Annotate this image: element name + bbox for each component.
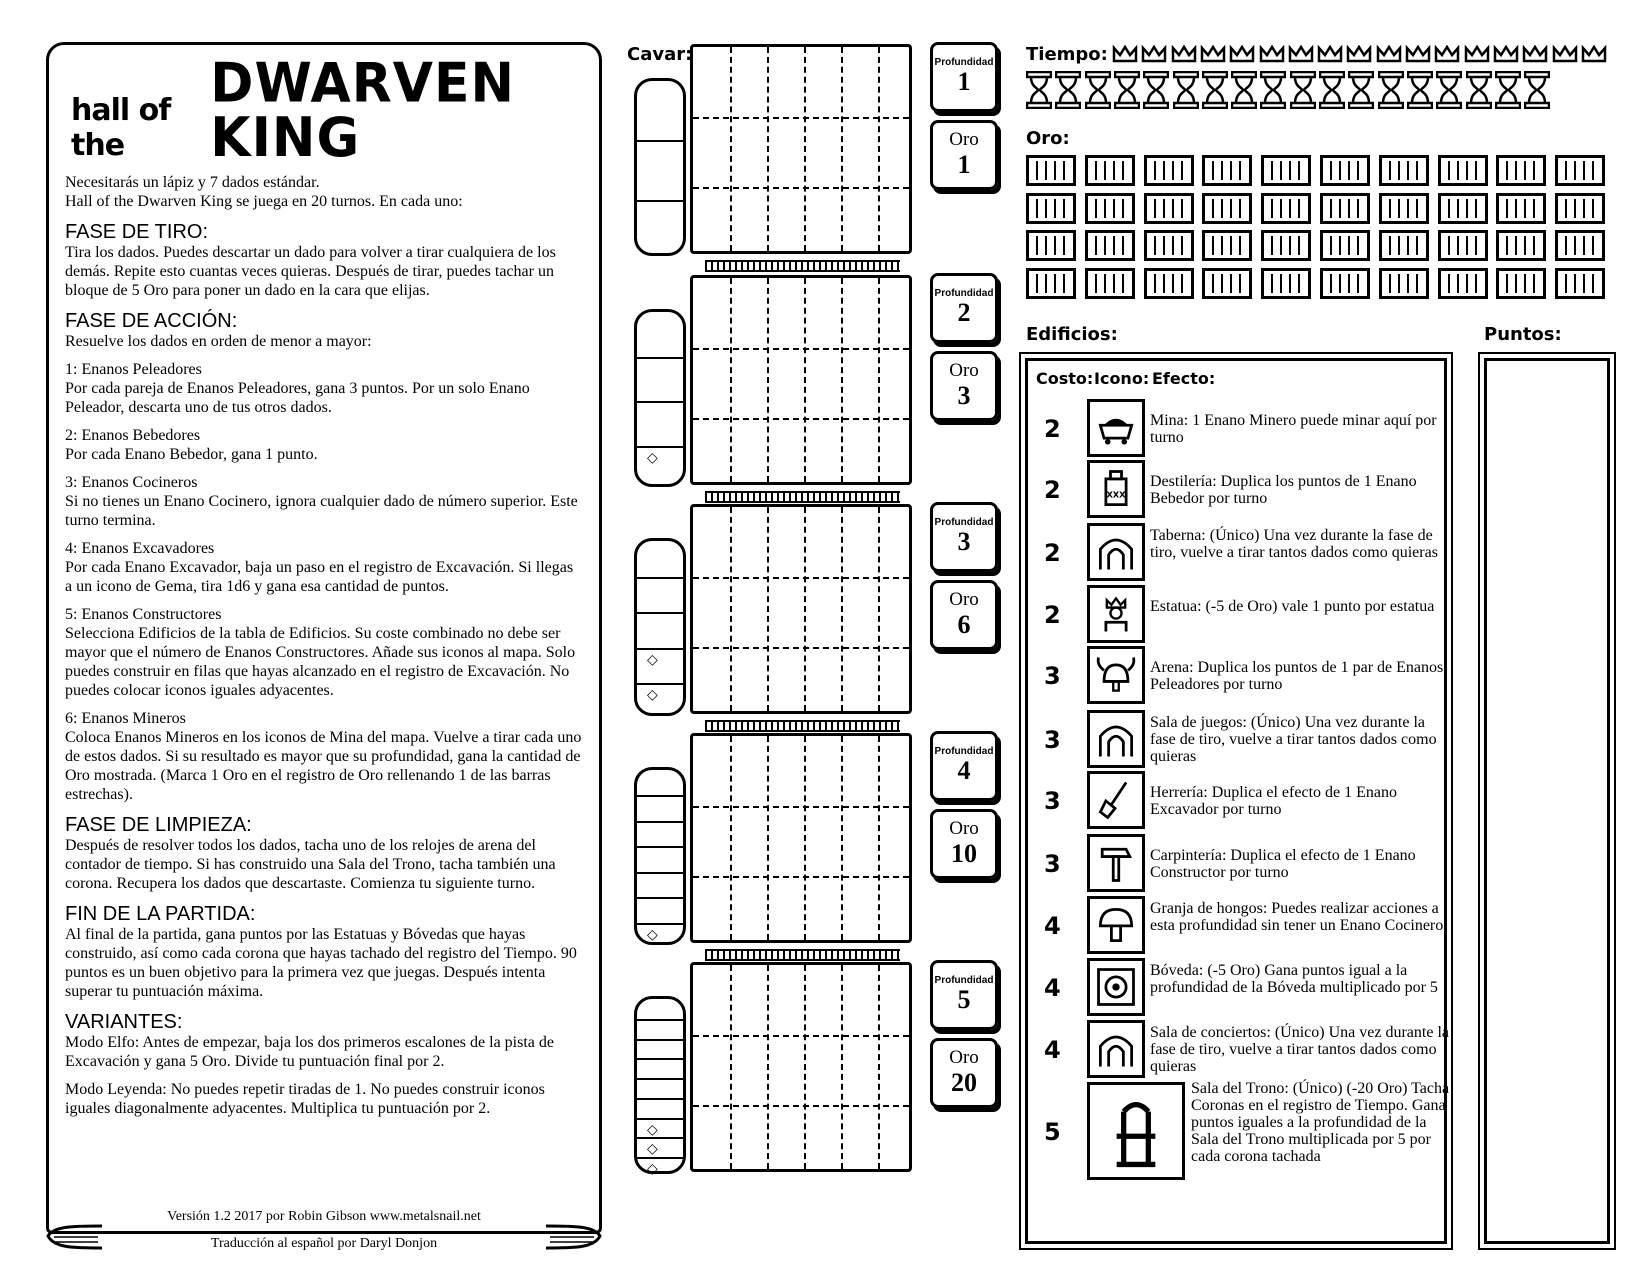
dig-col-line xyxy=(878,507,880,711)
building-row[interactable] xyxy=(1028,460,1444,520)
dig-step xyxy=(637,821,683,823)
gold-box-3 xyxy=(930,580,998,650)
gold-block[interactable] xyxy=(1320,155,1370,186)
depth-label: Profundidad xyxy=(934,517,994,528)
building-cost: 2 xyxy=(1044,601,1061,629)
building-row[interactable] xyxy=(1028,523,1444,583)
cleanup-heading: FASE DE LIMPIEZA: xyxy=(65,814,252,836)
points-label: Puntos: xyxy=(1484,324,1562,345)
building-effect: Sala del Trono: (Único) (-20 Oro) Tacha Coronas en el registro de Tiempo. Gana puntos iguales a la profundidad de la Sala del Trono multiplicada por 5 por cada corona tachada xyxy=(1191,1080,1450,1165)
col-cost: Costo: xyxy=(1036,369,1094,388)
dig-step xyxy=(637,200,683,202)
cleanup-text: Después de resolver todos los dados, tacha uno de los relojes de arena del contador de tiempo. Si has construido una Sala del Trono, tacha también una corona. Recupera los dados que descartaste. Comienza tu siguiente turno. xyxy=(65,837,556,892)
buildings-label: Edificios: xyxy=(1026,324,1118,345)
hourglass-icon[interactable] xyxy=(1348,71,1374,109)
gold-value-label: Oro xyxy=(949,589,979,610)
crown-icon[interactable] xyxy=(1112,44,1138,64)
building-row[interactable] xyxy=(1028,1080,1450,1182)
rock-band xyxy=(705,260,900,272)
hourglass-icon[interactable] xyxy=(1231,71,1257,109)
gem-icon: ◇ xyxy=(647,1162,658,1178)
dig-step xyxy=(637,1058,683,1060)
dig-step xyxy=(637,795,683,797)
dig-row-line xyxy=(693,577,909,579)
svg-text:XXX: XXX xyxy=(1106,489,1126,500)
gold-block[interactable] xyxy=(1261,230,1311,261)
depth-box-3 xyxy=(930,502,998,572)
building-icon-box xyxy=(1087,958,1145,1016)
gold-block[interactable] xyxy=(1085,193,1135,224)
gold-block[interactable] xyxy=(1320,193,1370,224)
gold-block[interactable] xyxy=(1320,268,1370,299)
gold-value-label: Oro xyxy=(949,360,979,381)
building-row[interactable] xyxy=(1028,1020,1449,1080)
building-effect: Estatua: (-5 de Oro) vale 1 punto por estatua xyxy=(1150,598,1435,615)
dig-level-5[interactable] xyxy=(690,962,912,1172)
gold-block[interactable] xyxy=(1261,155,1311,186)
hourglass-icon[interactable] xyxy=(1173,71,1199,109)
dig-row-line xyxy=(693,647,909,649)
gem-icon: ◇ xyxy=(647,1122,658,1138)
building-cost: 4 xyxy=(1044,912,1061,940)
building-row[interactable] xyxy=(1028,399,1444,459)
dig-col-line xyxy=(730,965,732,1169)
hourglass-icon[interactable] xyxy=(1085,71,1111,109)
dig-col-line xyxy=(804,965,806,1169)
gold-block[interactable] xyxy=(1085,155,1135,186)
building-effect: Granja de hongos: Puedes realizar acciones a esta profundidad sin tener un Enano Cocinero xyxy=(1150,900,1444,934)
gold-block[interactable] xyxy=(1144,268,1194,299)
building-row[interactable] xyxy=(1028,710,1444,770)
gold-block[interactable] xyxy=(1438,193,1488,224)
building-icon-box xyxy=(1087,1020,1145,1078)
dig-col-line xyxy=(730,47,732,251)
building-row[interactable] xyxy=(1028,585,1444,645)
dig-row-line xyxy=(693,876,909,878)
gold-block[interactable] xyxy=(1555,155,1605,186)
gold-value-label: Oro xyxy=(949,818,979,839)
depth-box-5 xyxy=(930,960,998,1030)
dig-row-line xyxy=(693,348,909,350)
building-cost: 2 xyxy=(1044,476,1061,504)
building-effect: Bóveda: (-5 Oro) Gana puntos igual a la profundidad de la Bóveda multiplicado por 5 xyxy=(1150,962,1438,996)
gold-block[interactable] xyxy=(1026,230,1076,261)
gold-block[interactable] xyxy=(1438,230,1488,261)
building-cost: 4 xyxy=(1044,974,1061,1002)
hourglass-icon[interactable] xyxy=(1260,71,1286,109)
gold-block[interactable] xyxy=(1379,268,1429,299)
dig-label: Cavar: xyxy=(627,44,693,65)
arch-icon xyxy=(1093,1026,1139,1072)
dig-rail-1 xyxy=(634,78,686,256)
depth-value: 4 xyxy=(957,756,971,785)
gold-box-5 xyxy=(930,1038,998,1108)
game-title xyxy=(71,52,583,170)
translator-credit: Traducción al español por Daryl Donjon xyxy=(210,1236,438,1251)
dig-step xyxy=(637,1039,683,1041)
hourglass-icon[interactable] xyxy=(1114,71,1140,109)
throne-icon xyxy=(1092,1087,1180,1175)
gold-value: 6 xyxy=(957,610,971,639)
dig-step xyxy=(637,648,683,650)
dig-step xyxy=(637,612,683,614)
dig-row-line xyxy=(693,806,909,808)
dig-step xyxy=(637,897,683,899)
hourglass-icon[interactable] xyxy=(1436,71,1462,109)
hourglass-icon[interactable] xyxy=(1495,71,1521,109)
gem-icon: ◇ xyxy=(647,450,658,466)
gold-block[interactable] xyxy=(1379,230,1429,261)
building-effect: Destilería: Duplica los puntos de 1 Enano Bebedor por turno xyxy=(1150,473,1417,507)
title-big: DWARVEN KING xyxy=(210,52,516,170)
crown-icon[interactable] xyxy=(1288,44,1314,64)
die-1-title: 1: Enanos Peleadores xyxy=(65,361,202,378)
building-cost: 2 xyxy=(1044,415,1061,443)
dig-col-line xyxy=(804,278,806,482)
dig-step xyxy=(637,1157,683,1159)
gem-icon: ◇ xyxy=(647,652,658,668)
die-5-text: Selecciona Edificios de la tabla de Edificios. Su coste combinado no debe ser mayor que el número de Enanos Constructores. Añade sus iconos al mapa. Solo puedes construir en filas que hayas alcanzado en el registro de Excavación. No puedes colocar iconos iguales adyacentes. xyxy=(65,625,576,699)
rules-panel xyxy=(46,42,602,1234)
dig-col-line xyxy=(804,47,806,251)
gold-box-2 xyxy=(930,351,998,421)
col-icon: Icono: xyxy=(1094,369,1150,388)
die-2-title: 2: Enanos Bebedores xyxy=(65,427,201,444)
dig-level-3[interactable] xyxy=(690,504,912,714)
building-row[interactable] xyxy=(1028,896,1444,956)
dig-col-line xyxy=(878,965,880,1169)
dig-row-line xyxy=(693,117,909,119)
gold-block[interactable] xyxy=(1026,155,1076,186)
gold-block[interactable] xyxy=(1320,230,1370,261)
rock-band xyxy=(705,949,900,961)
dig-step xyxy=(637,1078,683,1080)
building-effect: Carpintería: Duplica el efecto de 1 Enano Constructor por turno xyxy=(1150,847,1416,881)
statue-icon xyxy=(1093,591,1139,637)
dig-col-line xyxy=(767,278,769,482)
gold-block[interactable] xyxy=(1202,230,1252,261)
crown-icon[interactable] xyxy=(1141,44,1167,64)
depth-box-4 xyxy=(930,731,998,801)
dig-col-line xyxy=(730,507,732,711)
gold-value: 10 xyxy=(951,839,977,868)
hourglass-icon[interactable] xyxy=(1143,71,1169,109)
building-icon-box xyxy=(1087,1082,1185,1180)
mine-cart-icon xyxy=(1093,405,1139,451)
building-cost: 3 xyxy=(1044,787,1061,815)
building-icon-box xyxy=(1087,896,1145,954)
crown-icon[interactable] xyxy=(1464,44,1490,64)
building-effect: Sala de conciertos: (Único) Una vez durante la fase de tiro, vuelve a tirar tantos dados como quieras xyxy=(1150,1024,1449,1075)
end-text: Al final de la partida, gana puntos por las Estatuas y Bóvedas que hayas construido, así como cada corona que hayas tachado del registro del Tiempo. 90 puntos es un buen objetivo para la primera vez que juegas. Después intenta superar tu puntuación máxima. xyxy=(65,926,577,1000)
dig-col-line xyxy=(878,278,880,482)
crown-icon[interactable] xyxy=(1405,44,1431,64)
dig-col-line xyxy=(767,965,769,1169)
dig-row-line xyxy=(693,187,909,189)
gold-block[interactable] xyxy=(1085,230,1135,261)
dig-step xyxy=(637,577,683,579)
die-6-text: Coloca Enanos Mineros en los iconos de Mina del mapa. Vuelve a tirar cada uno de estos dados. Si su resultado es mayor que su profundidad, gana la cantidad de Oro mostrada. (Marca 1 Oro en el registro de Oro rellenando 1 de las barras estrechas). xyxy=(65,729,582,803)
gold-block[interactable] xyxy=(1202,193,1252,224)
dig-col-line xyxy=(878,47,880,251)
gold-label: Oro: xyxy=(1026,128,1070,149)
building-icon-box xyxy=(1087,399,1145,457)
helmet-icon xyxy=(1093,652,1139,698)
rock-band xyxy=(705,720,900,732)
gold-value: 3 xyxy=(957,381,971,410)
mushroom-icon xyxy=(1093,902,1139,948)
gold-block[interactable] xyxy=(1144,230,1194,261)
building-effect: Sala de juegos: (Único) Una vez durante la fase de tiro, vuelve a tirar tantos dados como quieras xyxy=(1150,714,1437,765)
dig-col-line xyxy=(730,736,732,940)
dig-rail-2 xyxy=(634,309,686,487)
intro-line: Hall of the Dwarven King se juega en 20 turnos. En cada uno: xyxy=(65,193,463,210)
gold-block[interactable] xyxy=(1496,230,1546,261)
gold-block[interactable] xyxy=(1438,155,1488,186)
die-5-title: 5: Enanos Constructores xyxy=(65,606,222,623)
die-6-title: 6: Enanos Mineros xyxy=(65,710,186,727)
gem-icon: ◇ xyxy=(647,1142,658,1158)
depth-label: Profundidad xyxy=(934,746,994,757)
dig-rail-3 xyxy=(634,538,686,716)
gold-box-1 xyxy=(930,120,998,190)
building-cost: 3 xyxy=(1044,726,1061,754)
gold-block[interactable] xyxy=(1438,268,1488,299)
hourglass-icon[interactable] xyxy=(1055,71,1081,109)
gold-block[interactable] xyxy=(1379,193,1429,224)
crown-icon[interactable] xyxy=(1376,44,1402,64)
crown-icon[interactable] xyxy=(1581,44,1607,64)
dig-step xyxy=(637,872,683,874)
dig-step xyxy=(637,1118,683,1120)
crown-icon[interactable] xyxy=(1522,44,1548,64)
hourglass-icon[interactable] xyxy=(1378,71,1404,109)
version-credit: Versión 1.2 2017 por Robin Gibson www.metalsnail.net xyxy=(167,1209,481,1224)
gold-block[interactable] xyxy=(1261,268,1311,299)
building-effect: Arena: Duplica los puntos de 1 par de Enanos Peleadores por turno xyxy=(1150,659,1444,693)
gold-block[interactable] xyxy=(1144,193,1194,224)
crown-icon[interactable] xyxy=(1552,44,1578,64)
building-cost: 5 xyxy=(1044,1118,1061,1146)
die-2-text: Por cada Enano Bebedor, gana 1 punto. xyxy=(65,446,318,463)
building-row[interactable] xyxy=(1028,771,1444,831)
dig-row-line xyxy=(693,1035,909,1037)
building-effect: Herrería: Duplica el efecto de 1 Enano Excavador por turno xyxy=(1150,784,1397,818)
depth-label: Profundidad xyxy=(934,975,994,986)
building-icon-box xyxy=(1087,646,1145,704)
dig-col-line xyxy=(841,507,843,711)
building-cost: 3 xyxy=(1044,850,1061,878)
dig-step xyxy=(637,1137,683,1139)
crown-icon[interactable] xyxy=(1200,44,1226,64)
gold-block[interactable] xyxy=(1496,268,1546,299)
depth-box-1 xyxy=(930,42,998,112)
dig-level-2[interactable] xyxy=(690,275,912,485)
hourglass-icon[interactable] xyxy=(1466,71,1492,109)
gold-block[interactable] xyxy=(1202,155,1252,186)
gold-block[interactable] xyxy=(1379,155,1429,186)
crown-icon[interactable] xyxy=(1317,44,1343,64)
bottle-icon xyxy=(1093,466,1139,512)
dig-col-line xyxy=(841,278,843,482)
dig-step xyxy=(637,446,683,448)
hourglass-icon[interactable] xyxy=(1407,71,1433,109)
gold-block[interactable] xyxy=(1496,193,1546,224)
roll-text: Tira los dados. Puedes descartar un dado para volver a tirar cualquiera de los demás. Repite esto cuantas veces quieras. Después de tirar, puedes tachar un bloque de 5 Oro para poner un dado en la cara que elijas. xyxy=(65,244,556,299)
dig-step xyxy=(637,923,683,925)
die-3-title: 3: Enanos Cocineros xyxy=(65,474,198,491)
dig-step xyxy=(637,401,683,403)
roll-heading: FASE DE TIRO: xyxy=(65,221,208,243)
building-cost: 3 xyxy=(1044,662,1061,690)
gold-block[interactable] xyxy=(1261,193,1311,224)
gold-block[interactable] xyxy=(1555,268,1605,299)
shovel-icon xyxy=(1093,777,1139,823)
building-cost: 2 xyxy=(1044,539,1061,567)
arch-icon xyxy=(1093,716,1139,762)
gold-block[interactable] xyxy=(1144,155,1194,186)
building-row[interactable] xyxy=(1028,646,1444,706)
gold-block[interactable] xyxy=(1202,268,1252,299)
end-heading: FIN DE LA PARTIDA: xyxy=(65,903,256,925)
building-icon-box xyxy=(1087,834,1145,892)
hourglass-icon[interactable] xyxy=(1319,71,1345,109)
building-effect: Mina: 1 Enano Minero puede minar aquí por turno xyxy=(1150,412,1437,446)
dig-col-line xyxy=(878,736,880,940)
dig-step xyxy=(637,846,683,848)
building-icon-box xyxy=(1087,710,1145,768)
gold-block[interactable] xyxy=(1085,268,1135,299)
gold-block[interactable] xyxy=(1555,193,1605,224)
depth-value: 5 xyxy=(957,985,971,1014)
dig-col-line xyxy=(767,507,769,711)
gold-value-label: Oro xyxy=(949,129,979,150)
vault-icon xyxy=(1093,964,1139,1010)
gold-value: 20 xyxy=(951,1068,977,1097)
dig-col-line xyxy=(767,736,769,940)
action-text: Resuelve los dados en orden de menor a mayor: xyxy=(65,333,372,350)
crown-icon[interactable] xyxy=(1229,44,1255,64)
dig-step xyxy=(637,1019,683,1021)
dig-col-line xyxy=(767,47,769,251)
building-icon-box xyxy=(1087,460,1145,518)
gold-block[interactable] xyxy=(1026,193,1076,224)
dig-step xyxy=(637,683,683,685)
dig-level-4[interactable] xyxy=(690,733,912,943)
buildings-table xyxy=(1025,358,1450,1244)
variant-elf: Modo Elfo: Antes de empezar, baja los dos primeros escalones de la pista de Excavación y gana 5 Oro. Divide tu puntuación final por 2. xyxy=(65,1034,554,1070)
building-row[interactable] xyxy=(1028,958,1444,1018)
dig-row-line xyxy=(693,418,909,420)
die-4-text: Por cada Enano Excavador, baja un paso en el registro de Excavación. Si llegas a un icono de Gema, tira 1d6 y gana esa cantidad de puntos. xyxy=(65,559,574,595)
gold-box-4 xyxy=(930,809,998,879)
title-small: hall of the xyxy=(71,93,171,163)
building-effect: Taberna: (Único) Una vez durante la fase de tiro, vuelve a tirar tantos dados como quieras xyxy=(1150,527,1438,561)
action-heading: FASE DE ACCIÓN: xyxy=(65,310,238,332)
crown-icon[interactable] xyxy=(1434,44,1460,64)
die-3-text: Si no tienes un Enano Cocinero, ignora cualquier dado de número superior. Este turno termina. xyxy=(65,493,578,529)
dig-col-line xyxy=(841,965,843,1169)
dig-level-1[interactable] xyxy=(690,44,912,254)
building-icon-box xyxy=(1087,585,1145,643)
building-icon-box xyxy=(1087,523,1145,581)
hourglass-icon[interactable] xyxy=(1524,71,1550,109)
die-4-title: 4: Enanos Excavadores xyxy=(65,540,215,557)
rock-band xyxy=(705,491,900,503)
dig-step xyxy=(637,1098,683,1100)
dig-col-line xyxy=(730,278,732,482)
crown-icon[interactable] xyxy=(1493,44,1519,64)
depth-value: 3 xyxy=(957,527,971,556)
depth-value: 2 xyxy=(957,298,971,327)
crown-icon[interactable] xyxy=(1259,44,1285,64)
hammer-icon xyxy=(1093,840,1139,886)
dig-step xyxy=(637,140,683,142)
building-cost: 4 xyxy=(1044,1036,1061,1064)
time-label: Tiempo: xyxy=(1026,44,1108,65)
depth-label: Profundidad xyxy=(934,288,994,299)
gold-block[interactable] xyxy=(1496,155,1546,186)
arch-icon xyxy=(1093,529,1139,575)
dig-rail-4 xyxy=(634,767,686,945)
gem-icon: ◇ xyxy=(647,927,658,943)
dig-col-line xyxy=(841,736,843,940)
hourglass-icon[interactable] xyxy=(1202,71,1228,109)
crown-icon[interactable] xyxy=(1171,44,1197,64)
gold-block[interactable] xyxy=(1555,230,1605,261)
gold-value-label: Oro xyxy=(949,1047,979,1068)
intro-line: Necesitarás un lápiz y 7 dados estándar. xyxy=(65,174,320,191)
variants-heading: VARIANTES: xyxy=(65,1011,183,1033)
crown-icon[interactable] xyxy=(1346,44,1372,64)
gem-icon: ◇ xyxy=(647,688,658,704)
die-1-text: Por cada pareja de Enanos Peleadores, gana 3 puntos. Por un solo Enano Peleador, descarta uno de tus otros dados. xyxy=(65,380,530,416)
building-icon-box xyxy=(1087,771,1145,829)
dig-rail-5 xyxy=(634,996,686,1178)
dig-step xyxy=(637,357,683,359)
points-box[interactable] xyxy=(1484,358,1610,1244)
col-effect: Efecto: xyxy=(1152,369,1216,388)
depth-label: Profundidad xyxy=(934,57,994,68)
hourglass-icon[interactable] xyxy=(1026,71,1052,109)
building-row[interactable] xyxy=(1028,834,1444,894)
gold-value: 1 xyxy=(957,150,971,179)
dig-col-line xyxy=(804,507,806,711)
hourglass-icon[interactable] xyxy=(1290,71,1316,109)
gold-block[interactable] xyxy=(1026,268,1076,299)
depth-value: 1 xyxy=(957,67,971,96)
dig-col-line xyxy=(804,736,806,940)
dig-col-line xyxy=(841,47,843,251)
depth-box-2 xyxy=(930,273,998,343)
variant-legend: Modo Leyenda: No puedes repetir tiradas de 1. No puedes construir iconos iguales diagonalmente adyacentes. Multiplica tu puntuación por 2. xyxy=(65,1081,545,1117)
dig-row-line xyxy=(693,1105,909,1107)
